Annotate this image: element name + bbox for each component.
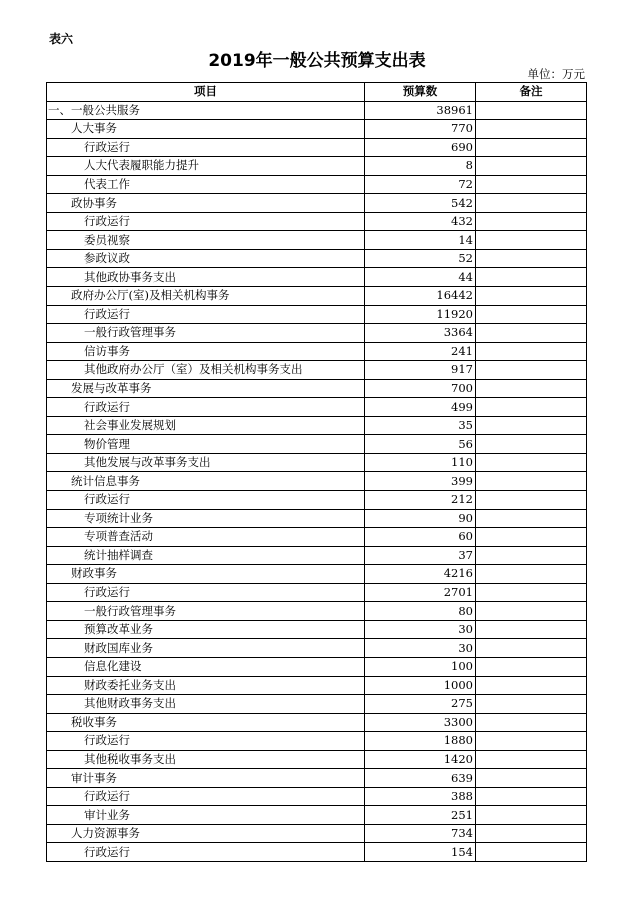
row-note (476, 509, 587, 528)
row-item-name: 专项普查活动 (47, 528, 365, 547)
row-amount: 11920 (365, 305, 476, 324)
row-item-name: 其他政协事务支出 (47, 268, 365, 287)
table-body (47, 101, 587, 861)
table-row (47, 305, 587, 324)
row-item-name: 审计业务 (47, 806, 365, 825)
row-note (476, 453, 587, 472)
row-note (476, 249, 587, 268)
row-amount: 30 (365, 639, 476, 658)
row-note (476, 769, 587, 788)
table-row (47, 546, 587, 565)
row-amount: 700 (365, 379, 476, 398)
row-note (476, 602, 587, 621)
table-row (47, 528, 587, 547)
unit-label: 单位：万元 (527, 67, 585, 81)
row-item-name: 政府办公厅(室)及相关机构事务 (47, 287, 365, 306)
row-amount: 60 (365, 528, 476, 547)
row-amount: 56 (365, 435, 476, 454)
row-item-name: 人力资源事务 (47, 824, 365, 843)
table-header-row (47, 83, 587, 102)
table-row (47, 249, 587, 268)
row-item-name: 发展与改革事务 (47, 379, 365, 398)
table-row (47, 602, 587, 621)
row-amount: 35 (365, 416, 476, 435)
row-amount: 52 (365, 249, 476, 268)
page-title: 2019年一般公共预算支出表 (208, 51, 426, 71)
row-amount: 72 (365, 175, 476, 194)
row-note (476, 824, 587, 843)
row-item-name: 其他发展与改革事务支出 (47, 453, 365, 472)
row-item-name: 一般行政管理事务 (47, 602, 365, 621)
table-row (47, 565, 587, 584)
row-amount: 542 (365, 194, 476, 213)
row-amount: 44 (365, 268, 476, 287)
table-row (47, 491, 587, 510)
row-note (476, 657, 587, 676)
row-item-name: 行政运行 (47, 491, 365, 510)
table-row (47, 657, 587, 676)
table-row (47, 843, 587, 862)
row-note (476, 491, 587, 510)
row-amount: 110 (365, 453, 476, 472)
row-amount: 212 (365, 491, 476, 510)
header-item: 项目 (47, 83, 365, 102)
table-row (47, 769, 587, 788)
row-amount: 690 (365, 138, 476, 157)
row-amount: 734 (365, 824, 476, 843)
row-item-name: 信访事务 (47, 342, 365, 361)
row-item-name: 参政议政 (47, 249, 365, 268)
row-item-name: 行政运行 (47, 398, 365, 417)
row-amount: 499 (365, 398, 476, 417)
row-item-name: 代表工作 (47, 175, 365, 194)
row-item-name: 行政运行 (47, 305, 365, 324)
table-row (47, 806, 587, 825)
row-item-name: 统计信息事务 (47, 472, 365, 491)
budget-table (46, 82, 587, 862)
table-row (47, 324, 587, 343)
row-note (476, 138, 587, 157)
row-item-name: 行政运行 (47, 787, 365, 806)
table-row (47, 787, 587, 806)
row-item-name: 一般行政管理事务 (47, 324, 365, 343)
row-note (476, 639, 587, 658)
row-note (476, 843, 587, 862)
table-row (47, 583, 587, 602)
row-note (476, 379, 587, 398)
row-item-name: 行政运行 (47, 583, 365, 602)
table-row (47, 287, 587, 306)
table-row (47, 138, 587, 157)
table-row (47, 824, 587, 843)
row-item-name: 税收事务 (47, 713, 365, 732)
table-row (47, 695, 587, 714)
row-item-name: 行政运行 (47, 212, 365, 231)
row-note (476, 157, 587, 176)
row-note (476, 713, 587, 732)
row-item-name: 行政运行 (47, 138, 365, 157)
table-row (47, 416, 587, 435)
row-amount: 2701 (365, 583, 476, 602)
row-amount: 1880 (365, 732, 476, 751)
row-note (476, 416, 587, 435)
row-note (476, 620, 587, 639)
row-amount: 639 (365, 769, 476, 788)
row-amount: 37 (365, 546, 476, 565)
row-item-name: 财政委托业务支出 (47, 676, 365, 695)
row-note (476, 676, 587, 695)
row-item-name: 政协事务 (47, 194, 365, 213)
row-amount: 3364 (365, 324, 476, 343)
header-amount: 预算数 (365, 83, 476, 102)
row-amount: 80 (365, 602, 476, 621)
table-row (47, 435, 587, 454)
row-note (476, 101, 587, 120)
row-note (476, 361, 587, 380)
row-amount: 14 (365, 231, 476, 250)
row-item-name: 预算改革业务 (47, 620, 365, 639)
table-row (47, 101, 587, 120)
row-note (476, 750, 587, 769)
row-note (476, 787, 587, 806)
table-row (47, 713, 587, 732)
row-item-name: 人大代表履职能力提升 (47, 157, 365, 176)
row-amount: 90 (365, 509, 476, 528)
row-amount: 16442 (365, 287, 476, 306)
table-row (47, 453, 587, 472)
row-amount: 4216 (365, 565, 476, 584)
table-row (47, 398, 587, 417)
row-item-name: 审计事务 (47, 769, 365, 788)
row-note (476, 472, 587, 491)
header-note: 备注 (476, 83, 587, 102)
row-item-name: 社会事业发展规划 (47, 416, 365, 435)
row-amount: 3300 (365, 713, 476, 732)
table-row (47, 157, 587, 176)
row-item-name: 一、一般公共服务 (47, 101, 365, 120)
row-item-name: 其他税收事务支出 (47, 750, 365, 769)
row-amount: 399 (365, 472, 476, 491)
row-note (476, 305, 587, 324)
table-row (47, 676, 587, 695)
row-amount: 1420 (365, 750, 476, 769)
table-number-label: 表六 (49, 32, 74, 46)
table-row (47, 268, 587, 287)
row-item-name: 行政运行 (47, 843, 365, 862)
row-note (476, 583, 587, 602)
table-row (47, 361, 587, 380)
row-item-name: 信息化建设 (47, 657, 365, 676)
row-note (476, 212, 587, 231)
row-note (476, 435, 587, 454)
row-amount: 917 (365, 361, 476, 380)
row-item-name: 其他财政事务支出 (47, 695, 365, 714)
row-note (476, 175, 587, 194)
row-note (476, 528, 587, 547)
row-note (476, 287, 587, 306)
row-item-name: 行政运行 (47, 732, 365, 751)
row-amount: 275 (365, 695, 476, 714)
row-note (476, 268, 587, 287)
row-note (476, 565, 587, 584)
table-row (47, 379, 587, 398)
row-amount: 1000 (365, 676, 476, 695)
row-item-name: 专项统计业务 (47, 509, 365, 528)
row-item-name: 物价管理 (47, 435, 365, 454)
row-note (476, 695, 587, 714)
row-note (476, 806, 587, 825)
row-item-name: 统计抽样调查 (47, 546, 365, 565)
row-amount: 30 (365, 620, 476, 639)
row-note (476, 546, 587, 565)
row-amount: 38961 (365, 101, 476, 120)
row-note (476, 342, 587, 361)
table-row (47, 509, 587, 528)
row-amount: 388 (365, 787, 476, 806)
row-amount: 241 (365, 342, 476, 361)
table-row (47, 194, 587, 213)
row-item-name: 委员视察 (47, 231, 365, 250)
row-amount: 154 (365, 843, 476, 862)
row-amount: 432 (365, 212, 476, 231)
row-item-name: 人大事务 (47, 120, 365, 139)
row-amount: 770 (365, 120, 476, 139)
row-item-name: 其他政府办公厅（室）及相关机构事务支出 (47, 361, 365, 380)
table-row (47, 231, 587, 250)
row-note (476, 194, 587, 213)
table-row (47, 750, 587, 769)
table-row (47, 472, 587, 491)
table-row (47, 620, 587, 639)
table-row (47, 212, 587, 231)
table-row (47, 639, 587, 658)
row-note (476, 732, 587, 751)
row-note (476, 120, 587, 139)
row-item-name: 财政事务 (47, 565, 365, 584)
table-row (47, 175, 587, 194)
row-amount: 8 (365, 157, 476, 176)
row-note (476, 324, 587, 343)
row-amount: 251 (365, 806, 476, 825)
table-row (47, 342, 587, 361)
table-row (47, 120, 587, 139)
row-note (476, 231, 587, 250)
row-item-name: 财政国库业务 (47, 639, 365, 658)
row-amount: 100 (365, 657, 476, 676)
row-note (476, 398, 587, 417)
table-row (47, 732, 587, 751)
